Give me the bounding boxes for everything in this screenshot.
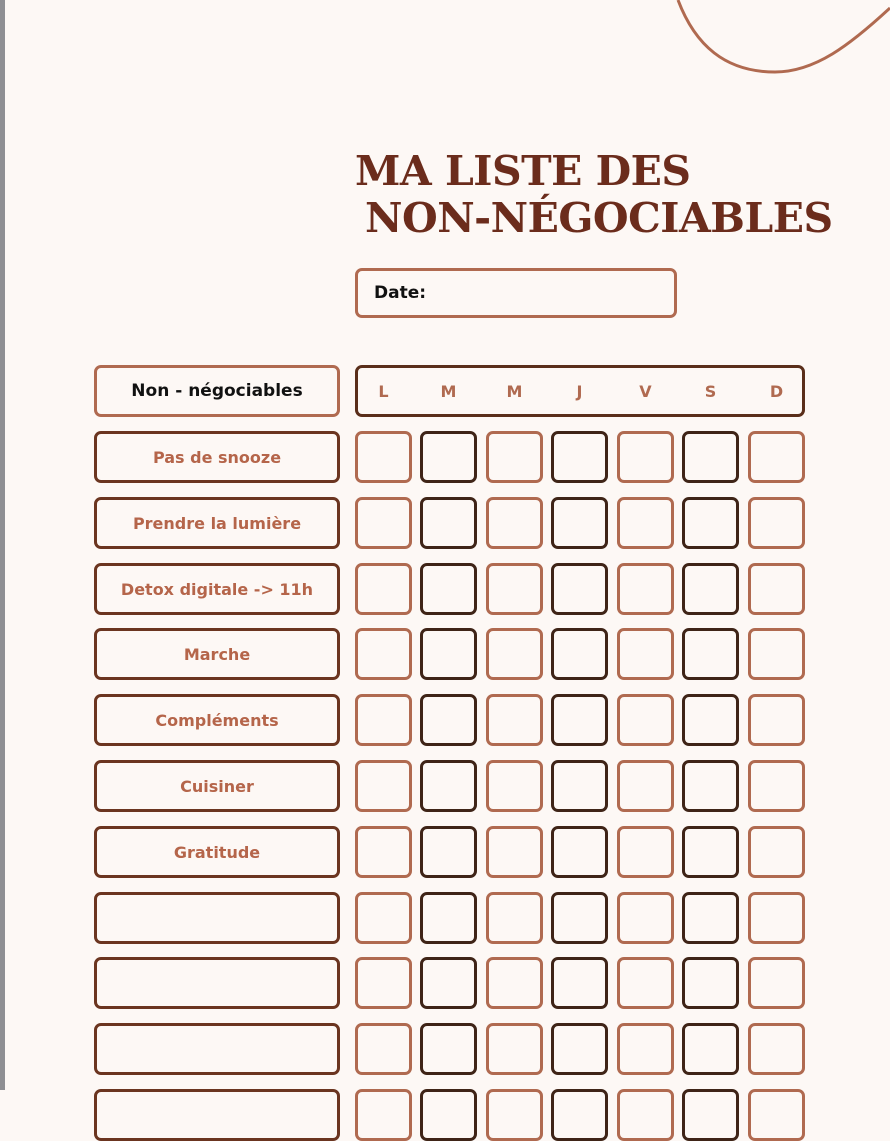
habit-label-box[interactable] [94, 957, 340, 1009]
day-checkbox[interactable] [355, 628, 412, 680]
day-checkbox[interactable] [617, 760, 674, 812]
date-field[interactable] [355, 268, 677, 318]
day-checkbox[interactable] [617, 497, 674, 549]
page-title [355, 148, 833, 242]
day-checkbox[interactable] [748, 497, 805, 549]
habit-label: Prendre la lumière [132, 513, 302, 533]
day-checkbox[interactable] [486, 628, 543, 680]
day-checkbox[interactable] [617, 1089, 674, 1141]
day-letter: J [576, 381, 583, 401]
day-checkbox[interactable] [355, 892, 412, 944]
day-letter: D [769, 381, 784, 401]
day-checkbox[interactable] [748, 957, 805, 1009]
title-line-2: NON-NÉGOCIABLES [365, 194, 833, 242]
day-checkbox[interactable] [682, 497, 739, 549]
habit-label: Pas de snooze [152, 447, 282, 467]
day-checkbox[interactable] [551, 497, 608, 549]
day-checkbox[interactable] [748, 431, 805, 483]
habit-label-box[interactable] [94, 497, 340, 549]
day-checkbox[interactable] [682, 1023, 739, 1075]
day-checkbox[interactable] [551, 563, 608, 615]
day-checkbox[interactable] [682, 563, 739, 615]
day-checkbox[interactable] [682, 628, 739, 680]
habit-label: Gratitude [173, 842, 261, 862]
day-checkbox[interactable] [420, 1089, 477, 1141]
habit-label-box[interactable] [94, 563, 340, 615]
day-letter: S [704, 381, 717, 401]
day-checkbox[interactable] [420, 957, 477, 1009]
day-checkbox[interactable] [420, 497, 477, 549]
day-checkbox[interactable] [617, 563, 674, 615]
day-checkbox[interactable] [551, 628, 608, 680]
day-checkbox[interactable] [617, 628, 674, 680]
day-checkbox[interactable] [486, 694, 543, 746]
day-checkbox[interactable] [748, 694, 805, 746]
day-checkbox[interactable] [682, 826, 739, 878]
day-letter: M [506, 381, 523, 401]
day-checkbox[interactable] [355, 1023, 412, 1075]
day-checkbox[interactable] [486, 892, 543, 944]
day-checkbox[interactable] [682, 1089, 739, 1141]
day-checkbox[interactable] [486, 826, 543, 878]
day-checkbox[interactable] [486, 563, 543, 615]
title-line-1: MA LISTE DES [355, 147, 691, 195]
day-checkbox[interactable] [682, 892, 739, 944]
day-checkbox[interactable] [682, 760, 739, 812]
day-checkbox[interactable] [355, 957, 412, 1009]
day-checkbox[interactable] [551, 431, 608, 483]
habit-label: Compléments [155, 710, 279, 730]
day-letter: V [639, 381, 652, 401]
day-checkbox[interactable] [486, 957, 543, 1009]
day-checkbox[interactable] [420, 628, 477, 680]
day-checkbox[interactable] [682, 431, 739, 483]
day-checkbox[interactable] [355, 694, 412, 746]
habit-label: Marche [183, 644, 251, 664]
day-checkbox[interactable] [617, 957, 674, 1009]
habit-label: Detox digitale -> 11h [120, 579, 314, 599]
day-checkbox[interactable] [355, 497, 412, 549]
day-checkbox[interactable] [420, 694, 477, 746]
days-header [355, 365, 805, 417]
column-header-habits [94, 365, 340, 417]
day-checkbox[interactable] [486, 497, 543, 549]
day-checkbox[interactable] [420, 431, 477, 483]
day-checkbox[interactable] [617, 826, 674, 878]
day-checkbox[interactable] [486, 1023, 543, 1075]
day-checkbox[interactable] [748, 1023, 805, 1075]
habit-label-box[interactable] [94, 628, 340, 680]
day-letter: L [378, 381, 389, 401]
habit-label-box[interactable] [94, 826, 340, 878]
day-checkbox[interactable] [748, 563, 805, 615]
habit-label: Cuisiner [180, 776, 254, 796]
day-checkbox[interactable] [486, 760, 543, 812]
day-checkbox[interactable] [617, 431, 674, 483]
day-checkbox[interactable] [355, 563, 412, 615]
day-checkbox[interactable] [355, 760, 412, 812]
day-checkbox[interactable] [748, 760, 805, 812]
day-checkbox[interactable] [551, 760, 608, 812]
day-checkbox[interactable] [486, 431, 543, 483]
day-checkbox[interactable] [486, 1089, 543, 1141]
habit-label-box[interactable] [94, 694, 340, 746]
day-checkbox[interactable] [682, 694, 739, 746]
day-checkbox[interactable] [551, 694, 608, 746]
day-checkbox[interactable] [355, 431, 412, 483]
habit-label-box[interactable] [94, 760, 340, 812]
day-checkbox[interactable] [420, 563, 477, 615]
habit-label-box[interactable] [94, 892, 340, 944]
day-checkbox[interactable] [551, 826, 608, 878]
day-checkbox[interactable] [682, 957, 739, 1009]
day-checkbox[interactable] [355, 826, 412, 878]
day-checkbox[interactable] [617, 892, 674, 944]
day-letter: M [440, 381, 457, 401]
day-checkbox[interactable] [748, 892, 805, 944]
day-checkbox[interactable] [551, 892, 608, 944]
day-checkbox[interactable] [617, 1023, 674, 1075]
day-checkbox[interactable] [551, 957, 608, 1009]
day-checkbox[interactable] [420, 1023, 477, 1075]
column-header-label: Non - négociables [131, 381, 303, 401]
day-checkbox[interactable] [551, 1089, 608, 1141]
day-checkbox[interactable] [748, 628, 805, 680]
day-checkbox[interactable] [420, 892, 477, 944]
day-checkbox[interactable] [617, 694, 674, 746]
day-checkbox[interactable] [551, 1023, 608, 1075]
habit-label-box[interactable] [94, 431, 340, 483]
day-checkbox[interactable] [748, 826, 805, 878]
day-checkbox[interactable] [355, 1089, 412, 1141]
day-checkbox[interactable] [420, 760, 477, 812]
date-label: Date: [374, 283, 427, 303]
day-checkbox[interactable] [420, 826, 477, 878]
habit-label-box[interactable] [94, 1089, 340, 1141]
day-checkbox[interactable] [748, 1089, 805, 1141]
habit-label-box[interactable] [94, 1023, 340, 1075]
